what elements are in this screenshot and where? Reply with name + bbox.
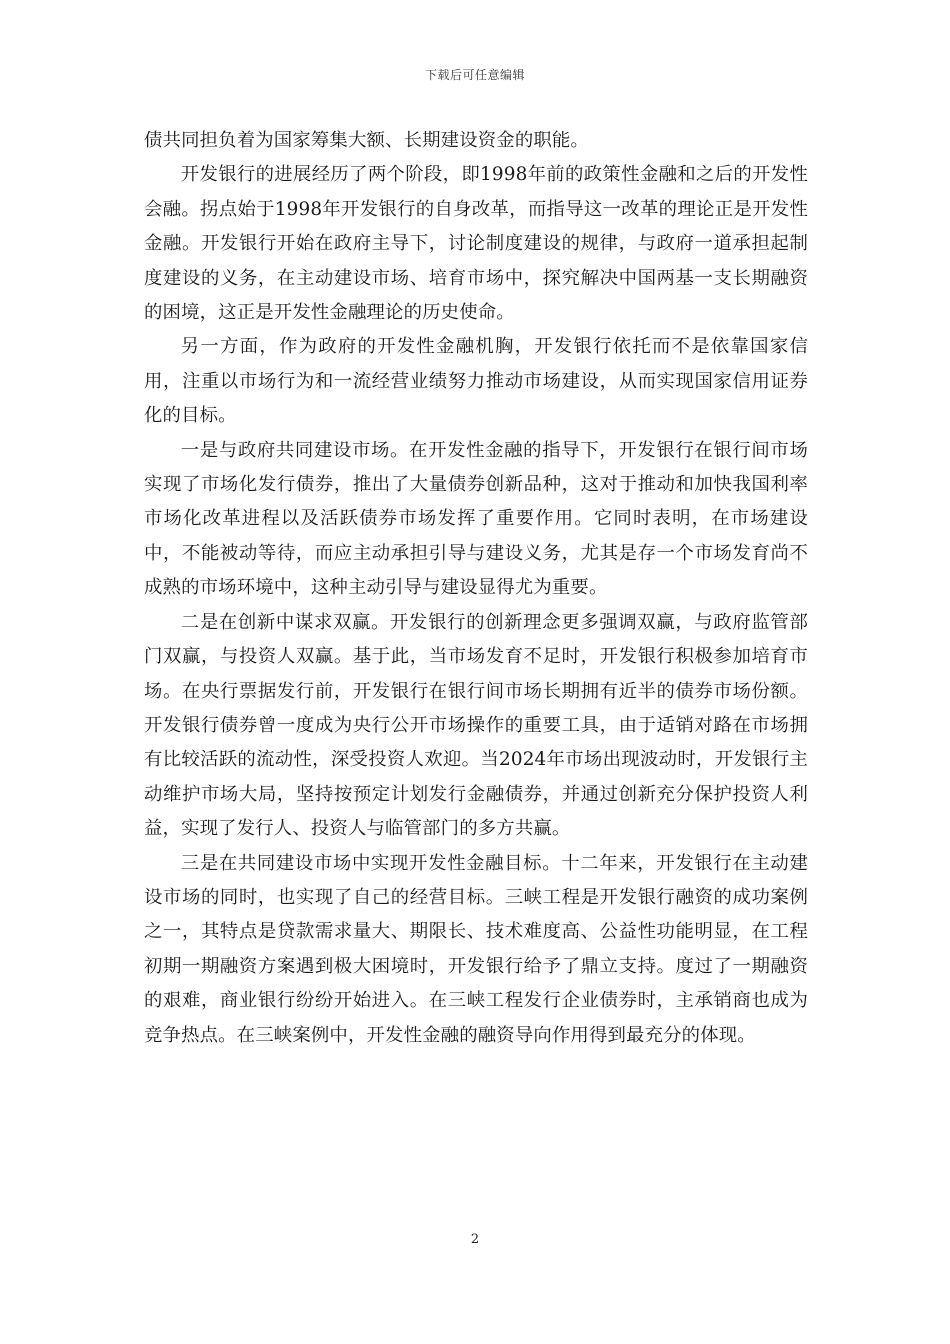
paragraph-win-win-innovation: 二是在创新中谋求双赢。开发银行的创新理念更多强调双赢，与政府监管部门双赢，与投资人双赢。基于此，当市场发育不足时，开发银行积极参加培育市场。在央行票据发行前，开发银行在银行间市场长期拥有近半的债券市场份额。开发银行债券曾一度成为央行公开市场操作的重要工具，由于适销对路在市场拥有比较活跃的流动性，深受投资人欢迎。当2024年市场出现波动时，开发银行主动维护市场大局，坚持按预定计划发行金融债券，并通过创新充分保护投资人利益，实现了发行人、投资人与临管部门的多方共赢。 — [144, 611, 808, 840]
paragraph-development-stages: 开发银行的进展经历了两个阶段，即1998年前的政策性金融和之后的开发性会融。拐点始于1998年开发银行的自身改革，而指导这一改革的理论正是开发性金融。开发银行开始在政府主导下，讨论制度建设的规律，与政府一道承担起制度建设的义务，在主动建设市场、培育市场中，探究解决中国两基一支长期融资的困境，这正是开发性金融理论的历史使命。 — [144, 164, 808, 324]
document-body — [144, 124, 808, 1053]
paragraph-continuation: 债共同担负着为国家筹集大额、长期建设资金的职能。 — [144, 130, 589, 151]
paragraph-three-gorges-case: 三是在共同建设市场中实现开发性金融目标。十二年来，开发银行在主动建设市场的同时，也实现了自己的经营目标。三峡工程是开发银行融资的成功案例之一，其特点是贷款需求量大、期限长、技术难度高、公益性功能明显，在工程初期一期融资方案遇到极大困境时，开发银行给予了鼎立支持。度过了一期融资的艰难，商业银行纷纷开始进入。在三峡工程发行企业债券时，主承销商也成为竞争热点。在三峡案例中，开发性金融的融资导向作用得到最充分的体现。 — [144, 852, 808, 1046]
paragraph-national-credit: 另一方面，作为政府的开发性金融机胸，开发银行依托而不是依靠国家信用，注重以市场行为和一流经营业绩努力推动市场建设，从而实现国家信用证券化的目标。 — [144, 336, 808, 427]
page-header: 下载后可任意编辑 — [424, 68, 525, 82]
paragraph-market-building: 一是与政府共同建设市场。在开发性金融的指导下，开发银行在银行间市场实现了市场化发行债券，推出了大量债券创新品种，这对于推动和加快我国利率市场化改革进程以及活跃债券市场发挥了重要作用。它同时表明，在市场建设中，不能被动等待，而应主动承担引导与建设义务，尤其是存一个市场发育尚不成熟的市场环境中，这种主动引导与建设显得尤为重要。 — [144, 439, 808, 599]
page-number: 2 — [470, 1232, 480, 1247]
